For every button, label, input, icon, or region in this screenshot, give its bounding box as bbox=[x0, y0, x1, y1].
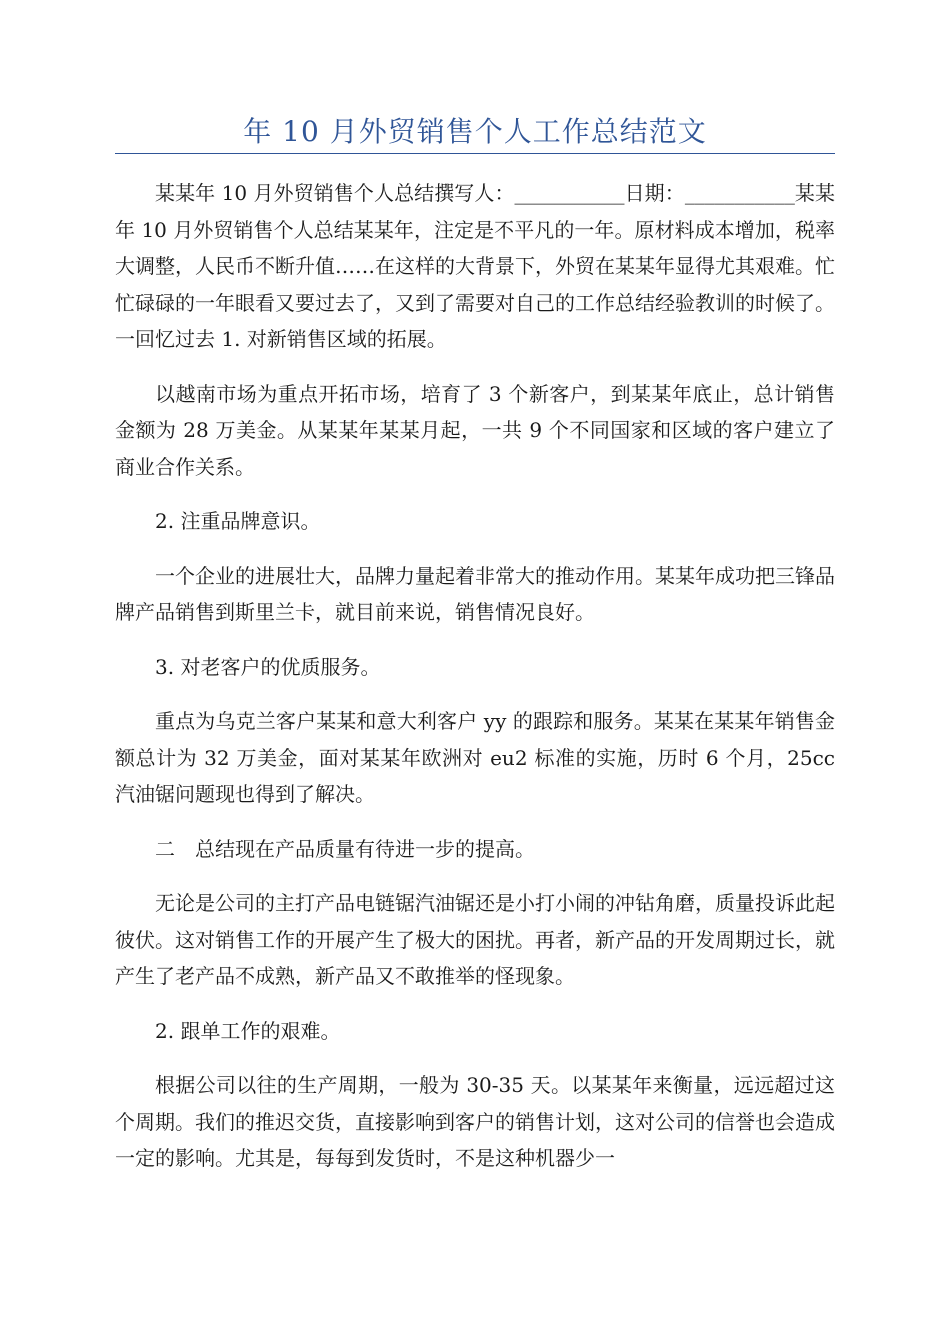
paragraph: 一个企业的进展壮大，品牌力量起着非常大的推动作用。某某年成功把三锋品牌产品销售到斯里兰卡，就目前来说，销售情况良好。 bbox=[115, 563, 835, 624]
paragraph: 3. 对老客户的优质服务。 bbox=[155, 654, 381, 679]
paragraph: 某某年 10 月外贸销售个人总结撰写人：___________日期：___________某某年 10 月外贸销售个人总结某某年，注定是不平凡的一年。原材料成本增加，税率大调整，人民币不断升值……在这样的大背景下，外贸在某某年显得尤其艰难。忙忙碌碌的一年眼看又要过去了，又到了需要对自己的工作总结经验教训的时候了。一回忆过去 1. 对新销售区域的拓展。 bbox=[115, 181, 835, 351]
paragraph: 无论是公司的主打产品电链锯汽油锯还是小打小闹的冲钻角磨，质量投诉此起彼伏。这对销售工作的开展产生了极大的困扰。再者，新产品的开发周期过长，就产生了老产品不成熟，新产品又不敢推举的怪现象。 bbox=[115, 891, 835, 988]
document-body bbox=[115, 175, 835, 1195]
document-title: 年 10 月外贸销售个人工作总结范文 bbox=[243, 115, 707, 148]
paragraph: 2. 跟单工作的艰难。 bbox=[155, 1018, 341, 1043]
paragraph: 根据公司以往的生产周期，一般为 30-35 天。以某某年来衡量，远远超过这个周期。我们的推迟交货，直接影响到客户的销售计划，这对公司的信誉也会造成一定的影响。尤其是，每每到发货时，不是这种机器少一 bbox=[115, 1073, 835, 1170]
paragraph: 以越南市场为重点开拓市场，培育了 3 个新客户，到某某年底止，总计销售金额为 28 万美金。从某某年某某月起，一共 9 个不同国家和区域的客户建立了商业合作关系。 bbox=[115, 381, 835, 479]
paragraph: 2. 注重品牌意识。 bbox=[155, 509, 321, 533]
paragraph: 二 总结现在产品质量有待进一步的提高。 bbox=[155, 836, 535, 861]
paragraph: 重点为乌克兰客户某某和意大利客户 yy 的跟踪和服务。某某在某某年销售金额总计为 32 万美金，面对某某年欧洲对 eu2 标准的实施，历时 6 个月，25cc 汽油锯问题现也得到了解决。 bbox=[115, 709, 835, 806]
title-underline bbox=[115, 153, 835, 154]
